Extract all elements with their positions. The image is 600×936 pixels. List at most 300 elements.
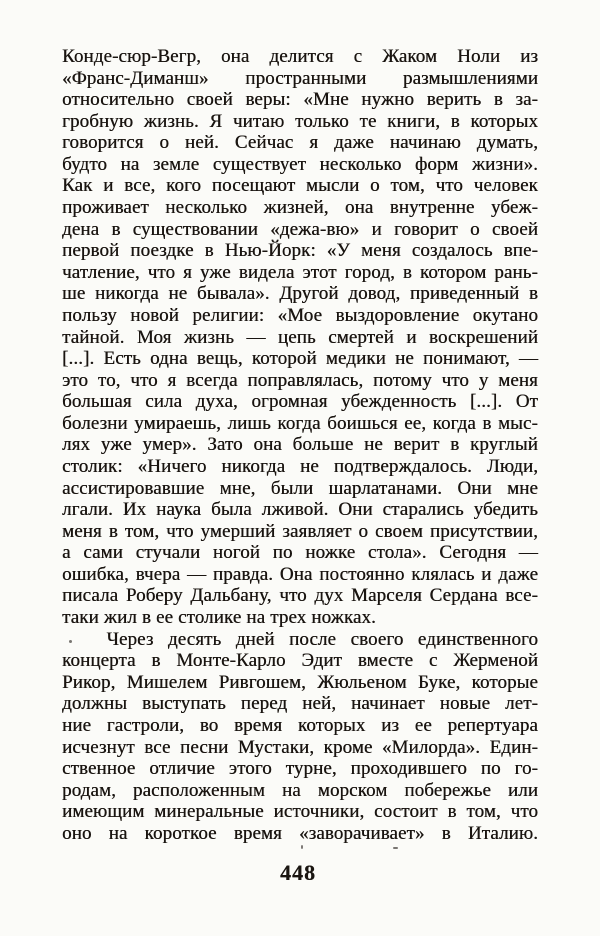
- word: я: [167, 369, 177, 391]
- word: все-: [505, 585, 538, 607]
- word: ние: [62, 714, 92, 736]
- word: меня: [498, 369, 538, 391]
- word: Роберу: [125, 585, 183, 607]
- text-line: [62, 564, 538, 586]
- word: время: [233, 714, 283, 736]
- word: о: [358, 520, 368, 542]
- word: Они: [457, 477, 492, 499]
- word: несколько: [165, 197, 248, 219]
- word: правда.: [212, 563, 274, 585]
- word: шарлатанами.: [328, 477, 442, 499]
- text-line: [62, 521, 538, 543]
- word: воскрешений: [428, 326, 538, 348]
- word: своего: [350, 628, 404, 650]
- word: дена: [62, 218, 100, 240]
- word: состоит: [374, 801, 438, 823]
- word: новой: [130, 304, 179, 326]
- word: единственного: [417, 628, 538, 650]
- word: начинаю: [389, 132, 461, 154]
- word: своем: [374, 520, 423, 542]
- word: [...].: [469, 391, 503, 413]
- word: Сегодня: [439, 542, 507, 564]
- word: Их: [122, 499, 147, 521]
- word: будто: [62, 153, 107, 175]
- word: «заворачивает»: [299, 822, 425, 844]
- word: размышлениями: [402, 67, 538, 89]
- word: убеж-: [490, 197, 538, 219]
- word: Италию.: [467, 822, 538, 844]
- word: должны: [62, 693, 128, 715]
- word: одна: [149, 348, 188, 370]
- word: понимают,: [422, 348, 510, 370]
- word: лет-: [505, 693, 538, 715]
- word: окутано: [472, 304, 538, 326]
- word: посещают: [211, 175, 296, 197]
- word: Марселя: [350, 585, 422, 607]
- word: Через: [106, 628, 154, 650]
- word: лживой.: [261, 499, 329, 521]
- word: ошибка,: [62, 563, 129, 585]
- word: том,: [390, 175, 425, 197]
- word: круглый: [469, 434, 538, 456]
- word: ножках.: [311, 607, 376, 629]
- word: умираешь,: [134, 412, 221, 434]
- word: по: [480, 758, 501, 780]
- word: создалось: [411, 240, 493, 262]
- word: писала: [62, 585, 119, 607]
- word: верит: [393, 434, 440, 456]
- word: Ноли: [457, 46, 501, 67]
- word: Другой: [279, 283, 339, 305]
- text-line: [62, 132, 538, 154]
- word: жизни».: [471, 153, 538, 175]
- word: нужно: [361, 89, 414, 111]
- word: медики: [325, 348, 386, 370]
- word: огромная: [251, 391, 328, 413]
- text-line: [62, 758, 538, 780]
- text-line: [62, 715, 538, 737]
- word: меня: [62, 520, 102, 542]
- word: Дальбану,: [190, 585, 272, 607]
- word: существовании: [132, 218, 258, 240]
- word: у: [478, 369, 489, 391]
- word: что: [166, 520, 194, 542]
- word: она: [344, 197, 374, 219]
- word: Рикор,: [62, 671, 116, 693]
- word: короткое: [144, 822, 217, 844]
- word: том,: [466, 801, 501, 823]
- word: концерта: [62, 650, 136, 672]
- word: вместе: [357, 650, 414, 672]
- word: Един-: [489, 736, 538, 758]
- text-line: [62, 499, 538, 521]
- word: ножке: [305, 542, 356, 564]
- word: уже: [100, 434, 132, 456]
- word: не: [394, 348, 414, 370]
- word: ее: [414, 714, 432, 736]
- word: этот: [302, 261, 337, 283]
- text-line: [62, 175, 538, 197]
- word: морском: [317, 779, 388, 801]
- word: новые: [439, 693, 491, 715]
- word: никогда: [221, 455, 286, 477]
- word: —: [187, 563, 207, 585]
- word: когда: [277, 412, 321, 434]
- word: цепь: [277, 326, 316, 348]
- word: которые: [471, 671, 538, 693]
- word: подтверждалось.: [333, 455, 472, 477]
- word: в: [151, 650, 161, 672]
- word: го-: [514, 758, 538, 780]
- word: лгали.: [62, 499, 113, 521]
- word: пользу: [62, 304, 117, 326]
- text-line: [62, 629, 538, 651]
- word: в: [402, 261, 412, 283]
- word: Эдит: [301, 650, 342, 672]
- word: земле: [152, 153, 200, 175]
- word: ассистировавшие: [62, 477, 205, 499]
- word: Она: [279, 563, 313, 585]
- text-line: [62, 650, 538, 672]
- word: Я: [209, 110, 223, 132]
- word: «Ничего: [137, 455, 207, 477]
- word: убежденность: [341, 391, 457, 413]
- word: я: [309, 132, 319, 154]
- text-line: [62, 219, 538, 241]
- word: кроме: [323, 736, 373, 758]
- word: говорится: [62, 132, 144, 154]
- word: приведенный: [409, 283, 520, 305]
- word: первой: [62, 240, 120, 262]
- word: даже: [498, 563, 538, 585]
- word: в: [528, 283, 538, 305]
- word: дней: [235, 628, 275, 650]
- word: мне: [507, 477, 538, 499]
- word: не: [364, 434, 383, 456]
- word: жизнь: [183, 326, 234, 348]
- word: Жерменой: [453, 650, 538, 672]
- word: что: [147, 261, 176, 283]
- word: котором: [419, 261, 487, 283]
- word: город,: [344, 261, 395, 283]
- word: или: [507, 779, 538, 801]
- word: гробную: [62, 110, 134, 132]
- word: большая: [62, 391, 132, 413]
- word: этого: [228, 758, 272, 780]
- word: От: [515, 391, 538, 413]
- word: перед: [240, 693, 288, 715]
- text-line: [62, 801, 538, 823]
- text-line: [62, 305, 538, 327]
- word: столик:: [62, 455, 123, 477]
- word: Как: [62, 175, 93, 197]
- word: песни: [179, 736, 229, 758]
- word: всегда: [186, 369, 238, 391]
- word: во: [199, 714, 219, 736]
- word: с: [428, 650, 438, 672]
- word: не: [168, 283, 188, 305]
- word: родам,: [62, 779, 116, 801]
- text-line: [62, 46, 538, 68]
- word: клялась: [411, 563, 475, 585]
- text-line: [62, 327, 538, 349]
- word: в: [108, 520, 118, 542]
- text-line: [62, 197, 538, 219]
- word: смертей: [328, 326, 394, 348]
- word: что: [435, 175, 463, 197]
- word: тайной.: [62, 326, 125, 348]
- word: трех: [270, 607, 307, 629]
- word: «Милорда».: [381, 736, 481, 758]
- word: Нью-Йорк:: [224, 240, 316, 262]
- word: из: [520, 46, 538, 67]
- text-line: [62, 240, 538, 262]
- word: Ривгошем,: [218, 671, 306, 693]
- word: с: [353, 46, 363, 67]
- word: оно: [62, 822, 92, 844]
- word: веры:: [245, 89, 291, 111]
- word: убедить: [473, 499, 538, 521]
- word: таки: [62, 607, 99, 629]
- text-block: [62, 46, 538, 844]
- text-line: [62, 434, 538, 456]
- word: религии:: [192, 304, 265, 326]
- word: форм: [414, 153, 459, 175]
- word: «Мне: [303, 89, 349, 111]
- text-line: [62, 737, 538, 759]
- word: ней,: [302, 693, 337, 715]
- word: Жаком: [382, 46, 438, 67]
- word: пространными: [245, 67, 367, 89]
- text-line: [62, 348, 538, 370]
- text-line: [62, 370, 538, 392]
- word: в: [141, 607, 151, 629]
- word: [...].: [62, 348, 95, 370]
- word: Моя: [136, 326, 172, 348]
- word: в: [482, 412, 492, 434]
- word: вчера: [135, 563, 181, 585]
- word: существует: [212, 153, 306, 175]
- word: книги,: [387, 110, 440, 132]
- word: «Франс-Диманш»: [62, 67, 209, 89]
- word: когда: [432, 412, 476, 434]
- word: на: [108, 822, 128, 844]
- word: в: [450, 110, 460, 132]
- word: Мустаки,: [237, 736, 315, 758]
- word: была: [210, 499, 252, 521]
- text-line: [62, 89, 538, 111]
- word: что: [510, 801, 538, 823]
- word: репертуара: [447, 714, 538, 736]
- text-line: [62, 585, 538, 607]
- word: и: [103, 175, 114, 197]
- word: десять: [167, 628, 222, 650]
- word: Жюльеном: [317, 671, 407, 693]
- text-line: [62, 672, 538, 694]
- page-number: 448: [280, 860, 316, 885]
- word: это: [62, 369, 89, 391]
- word: уже: [199, 261, 231, 283]
- word: о: [370, 175, 380, 197]
- word: то,: [97, 369, 121, 391]
- word: умер».: [142, 434, 197, 456]
- word: —: [518, 542, 538, 564]
- word: Монте-Карло: [176, 650, 286, 672]
- text-line: [62, 283, 538, 305]
- word: болезни: [62, 412, 128, 434]
- text-line: [62, 780, 538, 802]
- word: своей: [491, 218, 538, 240]
- word: поездке: [130, 240, 194, 262]
- word: поправлялась,: [247, 369, 364, 391]
- word: сами: [83, 542, 123, 564]
- word: мыс-: [497, 412, 538, 434]
- word: столике: [178, 607, 242, 629]
- word: том,: [124, 520, 160, 542]
- word: умерший: [200, 520, 276, 542]
- word: не: [300, 455, 319, 477]
- word: мысли: [305, 175, 360, 197]
- word: дух: [314, 585, 344, 607]
- word: постоянно: [319, 563, 405, 585]
- word: делится: [269, 46, 334, 67]
- word: читаю: [232, 110, 285, 132]
- word: она: [220, 46, 250, 67]
- scan-speck: [301, 845, 303, 849]
- word: ней.: [184, 132, 219, 154]
- word: на: [120, 153, 140, 175]
- word: и: [406, 326, 417, 348]
- word: которой: [251, 348, 317, 370]
- word: ее,: [404, 412, 427, 434]
- word: на: [246, 607, 266, 629]
- word: в: [111, 218, 121, 240]
- text-line: [62, 478, 538, 500]
- word: жизнь.: [143, 110, 199, 132]
- word: лишь: [227, 412, 271, 434]
- word: я: [183, 261, 192, 283]
- word: никогда: [94, 283, 159, 305]
- word: вещь,: [196, 348, 243, 370]
- word: отличие: [149, 758, 215, 780]
- text-line: [62, 413, 538, 435]
- scan-speck: [393, 847, 398, 849]
- word: выступать: [142, 693, 226, 715]
- word: в: [450, 434, 460, 456]
- word: по: [272, 542, 293, 564]
- word: говорит: [393, 218, 458, 240]
- word: больше: [292, 434, 354, 456]
- word: рань-: [494, 261, 538, 283]
- word: на: [281, 779, 301, 801]
- word: источники,: [273, 801, 365, 823]
- word: в: [447, 801, 457, 823]
- word: расположенным: [132, 779, 265, 801]
- word: Мишелем: [126, 671, 208, 693]
- word: «дежа-вю»: [270, 218, 360, 240]
- word: а: [62, 542, 71, 564]
- word: и: [371, 218, 382, 240]
- word: стучали: [135, 542, 201, 564]
- word: даже: [334, 132, 374, 154]
- word: Сейчас: [234, 132, 294, 154]
- word: в: [493, 89, 503, 111]
- word: заявляет: [282, 520, 352, 542]
- word: гастроли,: [106, 714, 185, 736]
- word: Сердана: [429, 585, 498, 607]
- word: лях: [62, 434, 91, 456]
- word: несколько: [319, 153, 402, 175]
- word: сила: [145, 391, 183, 413]
- word: побережье: [404, 779, 491, 801]
- word: время: [233, 822, 282, 844]
- word: ственное: [62, 758, 136, 780]
- word: Люди,: [486, 455, 538, 477]
- word: ше: [62, 283, 86, 305]
- word: относительно: [62, 89, 175, 111]
- word: о: [470, 218, 480, 240]
- word: «Мое: [277, 304, 323, 326]
- word: —: [246, 326, 266, 348]
- word: старались: [382, 499, 464, 521]
- text-line: [62, 111, 538, 133]
- text-line: [62, 607, 538, 629]
- word: присутствии,: [429, 520, 538, 542]
- word: стола».: [367, 542, 427, 564]
- word: кого: [166, 175, 202, 197]
- word: что: [130, 369, 158, 391]
- word: выздоровление: [335, 304, 460, 326]
- word: Есть: [103, 348, 141, 370]
- word: боишься: [327, 412, 398, 434]
- word: Зато: [207, 434, 243, 456]
- word: проживает: [62, 197, 149, 219]
- text-line: [62, 542, 538, 564]
- word: человек: [473, 175, 538, 197]
- word: жил: [103, 607, 137, 629]
- word: жизней,: [263, 197, 329, 219]
- word: только: [294, 110, 349, 132]
- word: потому: [372, 369, 432, 391]
- word: которых: [470, 110, 538, 132]
- word: думать,: [476, 132, 538, 154]
- word: исчезнут: [62, 736, 135, 758]
- word: все,: [124, 175, 156, 197]
- word: и: [481, 563, 492, 585]
- text-line: [62, 262, 538, 284]
- word: те: [359, 110, 377, 132]
- word: Конде-сюр-Вегр,: [62, 46, 201, 67]
- word: в: [204, 240, 214, 262]
- word: имеющим: [62, 801, 145, 823]
- word: мне,: [219, 477, 256, 499]
- word: своей: [186, 89, 233, 111]
- text-line: [62, 391, 538, 413]
- word: духа,: [195, 391, 238, 413]
- word: бывала».: [196, 283, 270, 305]
- word: проходившего: [350, 758, 467, 780]
- word: впе-: [503, 240, 538, 262]
- word: видела: [238, 261, 295, 283]
- word: Они: [338, 499, 373, 521]
- word: что: [441, 369, 469, 391]
- text-line: [62, 693, 538, 715]
- word: в: [441, 822, 451, 844]
- word: довод,: [348, 283, 401, 305]
- word: меня: [360, 240, 401, 262]
- word: все: [144, 736, 171, 758]
- text-line: [62, 154, 538, 176]
